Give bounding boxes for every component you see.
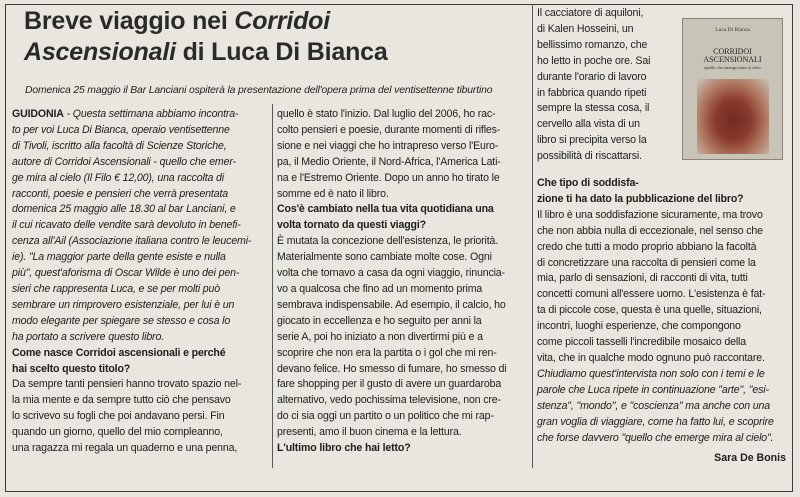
question-line: Che tipo di soddisfa- <box>537 177 639 189</box>
text-line: Il libro è una soddisfazione sicuramente, ma trovo <box>537 208 763 221</box>
text-line: che forse davvero "quello che emerge mira al cielo". <box>537 431 774 444</box>
text-line: pa, il Medio Oriente, il Nord-Africa, l'America Lati- <box>277 155 501 168</box>
question-line: volta tornato da questi viaggi? <box>277 219 426 232</box>
text-line: di Kalen Hosseini, un <box>537 22 634 35</box>
text-line: sione e nei viaggi che ho intrapreso verso l'Euro- <box>277 139 499 152</box>
question-line: Cos'è cambiato nella tua vita quotidiana una <box>277 203 494 216</box>
text-line: do ci sia oggi un partito o un politico che mi rap- <box>277 410 494 423</box>
text-line: lo scrivevo su fogli che poi andavano persi. Fin <box>12 410 225 423</box>
text-line: ha portato a scrivere questo libro. <box>12 330 164 343</box>
text-line <box>12 107 274 123</box>
question-line: Come nasce Corridoi ascensionali e perché <box>12 346 226 359</box>
text-line: quello è stato l'inizio. Dal luglio del 2006, ho rac- <box>277 108 496 120</box>
column-divider <box>532 4 533 468</box>
column-3-top <box>537 6 673 165</box>
text-line: presenti, amo il buon cinema e la lettura. <box>277 426 462 439</box>
text-line: vita, che in qualche modo ognuno può raccontare. <box>537 351 765 364</box>
column-2 <box>277 107 531 457</box>
text-line: cervello alla vista di un <box>537 118 640 131</box>
text-line: volta che tornavo a casa da ogni viaggio, rinuncia- <box>277 267 505 280</box>
text-line: mia, parlo di sensazioni, di racconti di vita, tutti <box>537 272 748 285</box>
text-line: Da sempre tanti pensieri hanno trovato spazio nel- <box>12 378 242 391</box>
text-line: sieri che rappresenta Luca, e se per molti può <box>12 282 221 295</box>
book-title-line: ASCENSIONALI <box>703 55 762 64</box>
text-line: cenza all'Ail (Associazione italiana contro le leucemi- <box>12 235 252 248</box>
title-part-italic: Corridoi <box>234 7 330 35</box>
text-line: la mia mente e da sempre tutto ciò che pensavo <box>12 394 231 407</box>
text-line: autore di Corridoi Ascensionali - quello che emer- <box>12 155 236 168</box>
text-line: di Tivoli, iscritto alla facoltà di Scienze Storiche, <box>12 139 227 152</box>
title-part-italic: Ascensionali <box>24 38 176 66</box>
text-line: bellissimo romanzo, che <box>537 38 648 51</box>
text-line: che non abbia nulla di eccezionale, nel senso che <box>537 224 763 237</box>
text-line: Materialmente sono cambiate molte cose. Ogni <box>277 251 492 264</box>
text-line: una ragazza mi regala un quaderno e una penna, <box>12 442 238 455</box>
text-line: racconti, poesie e pensieri che verrà presentata <box>12 187 228 200</box>
author-signature: Sara De Bonis <box>714 452 786 464</box>
text-line: parole che Luca ripete in continuazione "arte", "esi- <box>537 383 769 396</box>
text-line: incontri, luoghi esperienze, che compongono <box>537 320 741 333</box>
text-line: quando un giorno, quello del mio compleanno, <box>12 426 223 439</box>
text-line: vo a qualcosa che fino ad un momento prima <box>277 282 483 295</box>
column-3-bottom <box>537 176 795 446</box>
text-line: scoprire che non era la partita o i gol che mi ren- <box>277 346 497 359</box>
text-line: credo che tutti a modo proprio abbiano la facoltà <box>537 240 757 253</box>
text-line: sembrava indispensabile. Ad esempio, il calcio, ho <box>277 298 506 311</box>
text-line: Il cacciatore di aquiloni, <box>537 7 644 19</box>
question-line: L'ultimo libro che hai letto? <box>277 442 411 455</box>
question-line: zione ti ha dato la pubblicazione del libro? <box>537 192 744 205</box>
text-line: sembrare un rimprovero esistenziale, per lui è un <box>12 298 235 311</box>
text-line: come piccoli tasselli l'incredibile mosaico della <box>537 336 746 349</box>
text-line: in fabbrica quando ripeti <box>537 86 647 99</box>
book-cover-image <box>682 18 783 160</box>
text-line: di concretizzare una raccolta di pensieri come la <box>537 256 756 269</box>
book-author: Luca Di Bianca <box>715 27 750 33</box>
text-line: ie). "La maggior parte della gente esiste e nulla <box>12 251 226 264</box>
text-line: to per voi Luca Di Bianca, operaio ventisettenne <box>12 123 230 136</box>
title-part: Breve viaggio nei <box>24 7 235 35</box>
title-part: di Luca Di Bianca <box>175 38 388 66</box>
text-line: colto pensieri e poesie, durante momenti di rifles- <box>277 123 501 136</box>
book-title <box>683 48 782 64</box>
article-title <box>24 6 524 68</box>
question-line: hai scelto questo titolo? <box>12 362 131 375</box>
text-line: È mutata la concezione dell'esistenza, le priorità. <box>277 235 499 248</box>
text-line: sempre la stessa cosa, il <box>537 102 650 115</box>
book-subtitle: quello che emerge mira al cielo <box>704 65 761 70</box>
text-line: serie A, poi ho iniziato a non divertirmi più e a <box>277 330 483 343</box>
text-line: più", quest'aforisma di Oscar Wilde è uno dei pen- <box>12 267 240 280</box>
text-line: il cui ricavato delle vendite sarà devoluto in benefi- <box>12 219 241 232</box>
book-cover-artwork <box>697 79 769 154</box>
text-line: ge mira al cielo (Il Filo € 12,00), una raccolta di <box>12 171 224 184</box>
text-line: Chiudiamo quest'intervista non solo con i temi e le <box>537 367 765 380</box>
text-line: domenica 25 maggio alle 18.30 al bar Lanciani, e <box>12 203 236 216</box>
column-1 <box>12 107 274 457</box>
text-line: fare shopping per il gusto di avere un guardaroba <box>277 378 502 391</box>
text-line: modo elegante per spiegare se stesso e cosa lo <box>12 314 231 327</box>
text-line: ho letto in poche ore. Sai <box>537 54 651 67</box>
article-subtitle: Domenica 25 maggio il Bar Lanciani ospiterà la presentazione dell'opera prima del ventisettenne tiburtino <box>25 85 493 96</box>
dateline: GUIDONIA <box>12 108 64 120</box>
text-line: ta di piccole cose, questa è una quelle, situazioni, <box>537 304 762 317</box>
text-line: giocato in eccellenza e ho seguito per anni la <box>277 314 482 327</box>
text-line: devano felice. Ho smesso di fumare, ho smesso di <box>277 362 507 375</box>
text-line: concetti comuni all'essere uomo. L'esistenza è fat- <box>537 288 766 301</box>
text-line: alternativo, vedo pochissima televisione, non cre- <box>277 394 501 407</box>
text-line: possibilità di riscattarsi. <box>537 150 642 163</box>
book-title-line: CORRIDOI <box>713 47 752 56</box>
text-line: somme ed è nato il libro. <box>277 187 389 200</box>
text-line: stenza", "mondo", e "coscienza" ma anche con una <box>537 399 771 412</box>
text-line-part: - Questa settimana abbiamo incontra- <box>66 108 239 120</box>
text-line: durante l'orario di lavoro <box>537 70 647 83</box>
text-line: na e l'Estremo Oriente. Dopo un anno ho tirato le <box>277 171 500 184</box>
text-line: libro si precipita verso la <box>537 134 647 147</box>
text-line: gran voglia di viaggiare, come ha fatto lui, e scoprire <box>537 415 774 428</box>
